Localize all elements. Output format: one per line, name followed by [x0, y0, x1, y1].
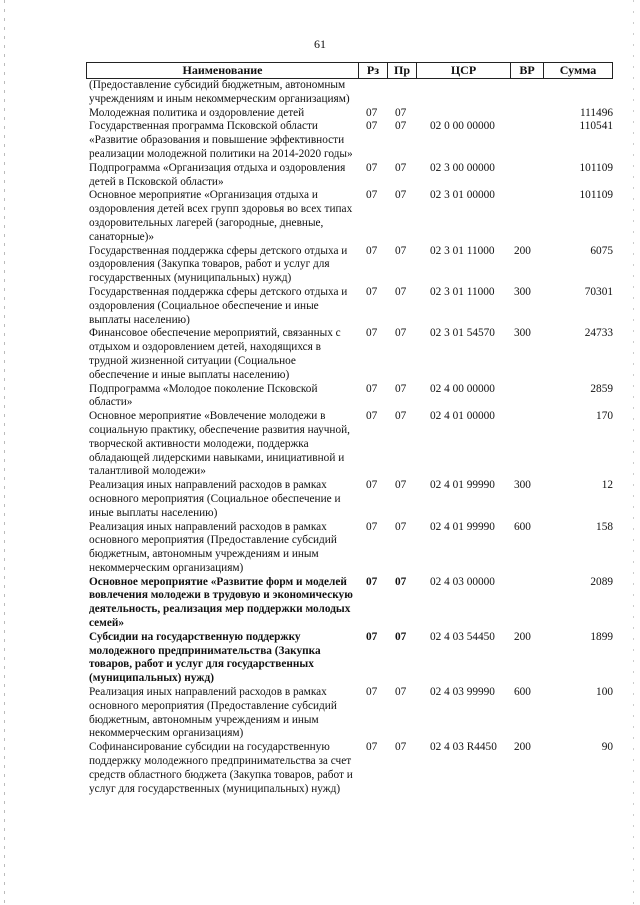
- cell-name: Молодежная политика и оздоровление детей: [89, 106, 305, 119]
- cell-rz: 07: [366, 189, 378, 202]
- cell-pr: 07: [395, 410, 407, 423]
- cell-rz: 07: [366, 741, 378, 754]
- cell-vr: [510, 189, 543, 244]
- cell-rz: 07: [366, 106, 378, 119]
- header-pr: Пр: [387, 63, 416, 78]
- cell-vr: [510, 107, 543, 121]
- cell-vr: [510, 79, 543, 107]
- cell-pr: 07: [395, 686, 407, 699]
- header-name: Наименование: [86, 63, 358, 78]
- cell-vr: 300: [514, 285, 531, 298]
- cell-name: Основное мероприятие «Развитие форм и моделей вовлечения молодежи в трудовую и экономическую деятельность, реализация мер поддержки молодых семей»: [89, 575, 353, 630]
- cell-rz: 07: [366, 520, 378, 533]
- cell-vr: 600: [514, 686, 531, 699]
- cell-sum: 111496: [579, 106, 613, 119]
- cell-csr: 02 3 01 11000: [430, 244, 495, 257]
- cell-vr: 200: [514, 630, 531, 643]
- cell-rz: 07: [366, 327, 378, 340]
- cell-rz: 07: [366, 285, 378, 298]
- cell-name: (Предоставление субсидий бюджетным, автономным учреждениям и иным некоммерческим организациям): [89, 79, 350, 105]
- cell-pr: 07: [395, 285, 407, 298]
- cell-csr: 02 3 01 54570: [430, 327, 495, 340]
- cell-sum: 70301: [584, 285, 613, 298]
- table-body: [86, 79, 613, 796]
- cell-csr: 02 4 00 00000: [430, 382, 495, 395]
- cell-sum: 2089: [590, 575, 613, 588]
- cell-sum: 110541: [579, 120, 613, 133]
- cell-csr: 02 4 01 99990: [430, 520, 495, 533]
- cell-pr: 07: [395, 479, 407, 492]
- cell-csr: 02 4 03 R4450: [430, 741, 497, 754]
- cell-csr: 02 4 03 54450: [430, 630, 495, 643]
- cell-sum: 100: [596, 686, 613, 699]
- cell-pr: 07: [395, 630, 407, 643]
- cell-csr: 02 3 01 00000: [430, 189, 495, 202]
- cell-name: Подпрограмма «Организация отдыха и оздоровления детей в Псковской области»: [89, 161, 346, 188]
- cell-name: Основное мероприятие «Вовлечение молодежи в социальную практику, обеспечение развития научной, творческой активности молодежи, поддержка обладающей лидерскими навыками, инициативной и талантливой молодежи»: [89, 410, 350, 478]
- table-row: [86, 410, 613, 479]
- table-row: [86, 479, 613, 520]
- table-row: [86, 79, 613, 107]
- cell-csr: [416, 79, 510, 107]
- cell-pr: 07: [395, 382, 407, 395]
- cell-name: Государственная поддержка сферы детского отдыха и оздоровления (Закупка товаров, работ и услуг для государственных (муниципальных) нужд): [89, 244, 348, 285]
- cell-csr: 02 4 01 00000: [430, 410, 495, 423]
- cell-rz: 07: [366, 161, 378, 174]
- scan-edge-left: [4, 0, 5, 905]
- cell-rz: 07: [366, 630, 378, 643]
- table-row: [86, 521, 613, 576]
- table-row: [86, 686, 613, 741]
- header-rz: Рз: [358, 63, 387, 78]
- table-row: [86, 189, 613, 244]
- cell-pr: 07: [395, 189, 407, 202]
- header-vr: ВР: [510, 63, 543, 78]
- cell-sum: 158: [596, 520, 613, 533]
- cell-csr: 02 4 03 00000: [430, 575, 495, 588]
- cell-pr: 07: [395, 575, 407, 588]
- page-number: 61: [314, 37, 326, 51]
- cell-csr: 02 4 03 99990: [430, 686, 495, 699]
- cell-vr: 300: [514, 479, 531, 492]
- cell-sum: 24733: [584, 327, 613, 340]
- cell-name: Софинансирование субсидии на государственную поддержку молодежного предпринимательства за счет средств областного бюджета (Закупка товаров, работ и услуг для государственных (муниципальных) нужд): [89, 741, 353, 795]
- cell-vr: [510, 162, 543, 190]
- cell-vr: [510, 576, 543, 631]
- cell-vr: [510, 120, 543, 161]
- cell-sum: 6075: [590, 244, 613, 257]
- cell-pr: 07: [395, 244, 407, 257]
- cell-name: Подпрограмма «Молодое поколение Псковской области»: [89, 382, 318, 409]
- table-header: [86, 62, 613, 79]
- cell-rz: 07: [366, 686, 378, 699]
- cell-rz: 07: [366, 410, 378, 423]
- table-row: [86, 327, 613, 382]
- cell-vr: 300: [514, 327, 531, 340]
- cell-name: Основное мероприятие «Организация отдыха и оздоровления детей всех групп здоровья во всех типах оздоровительных лагерей (загородные, дневные, санаторные)»: [89, 189, 353, 243]
- table-row: [86, 245, 613, 286]
- cell-rz: 07: [366, 575, 378, 588]
- cell-pr: 07: [395, 106, 407, 119]
- cell-sum: 90: [601, 741, 613, 754]
- table-row: [86, 286, 613, 327]
- cell-rz: [358, 79, 387, 107]
- cell-sum: 101109: [579, 161, 613, 174]
- cell-vr: [510, 383, 543, 411]
- cell-vr: [510, 410, 543, 479]
- table-row: [86, 383, 613, 411]
- cell-vr: 600: [514, 520, 531, 533]
- cell-sum: 12: [601, 479, 613, 492]
- cell-pr: 07: [395, 120, 407, 133]
- cell-sum: 2859: [590, 382, 613, 395]
- cell-name: Субсидии на государственную поддержку молодежного предпринимательства (Закупка товаров, работ и услуг для государственных (муниципальных) нужд): [89, 630, 321, 685]
- cell-rz: 07: [366, 120, 378, 133]
- cell-name: Государственная поддержка сферы детского отдыха и оздоровления (Социальное обеспечение и иные выплаты населению): [89, 285, 348, 326]
- cell-sum: 1899: [590, 630, 613, 643]
- table-row: [86, 162, 613, 190]
- table-row: [86, 107, 613, 121]
- cell-pr: 07: [395, 520, 407, 533]
- cell-csr: [416, 107, 510, 121]
- cell-csr: 02 3 00 00000: [430, 161, 495, 174]
- cell-name: Государственная программа Псковской области «Развитие образования и повышение эффективности реализации молодежной политики на 2014-2020 годы»: [89, 120, 353, 160]
- cell-name: Реализация иных направлений расходов в рамках основного мероприятия (Предоставление субсидий бюджетным, автономным учреждениям и иным некоммерческим организациям): [89, 520, 337, 574]
- cell-csr: 02 4 01 99990: [430, 479, 495, 492]
- cell-sum: 170: [596, 410, 613, 423]
- cell-name: Реализация иных направлений расходов в рамках основного мероприятия (Предоставление субсидий бюджетным, автономным учреждениям и иным некоммерческим организациям): [89, 686, 337, 740]
- cell-vr: 200: [514, 244, 531, 257]
- cell-vr: 200: [514, 741, 531, 754]
- cell-sum: 101109: [579, 189, 613, 202]
- cell-rz: 07: [366, 244, 378, 257]
- cell-pr: 07: [395, 327, 407, 340]
- header-sum: Сумма: [543, 63, 613, 78]
- cell-pr: [387, 79, 416, 107]
- cell-name: Реализация иных направлений расходов в рамках основного мероприятия (Социальное обеспечение и иные выплаты населению): [89, 479, 341, 519]
- cell-csr: 02 3 01 11000: [430, 285, 495, 298]
- cell-rz: 07: [366, 479, 378, 492]
- cell-pr: 07: [395, 161, 407, 174]
- budget-table: [86, 62, 613, 796]
- cell-sum: [543, 79, 613, 107]
- cell-name: Финансовое обеспечение мероприятий, связанных с отдыхом и оздоровлением детей, находящихся в трудной жизненной ситуации (Социальное обеспечение и иные выплаты населению): [89, 327, 341, 381]
- cell-rz: 07: [366, 382, 378, 395]
- scan-edge-right: [633, 0, 634, 905]
- cell-csr: 02 0 00 00000: [430, 120, 495, 133]
- table-row: [86, 631, 613, 686]
- table-row: [86, 576, 613, 631]
- header-csr: ЦСР: [416, 63, 510, 78]
- cell-pr: 07: [395, 741, 407, 754]
- table-row: [86, 741, 613, 796]
- table-row: [86, 120, 613, 161]
